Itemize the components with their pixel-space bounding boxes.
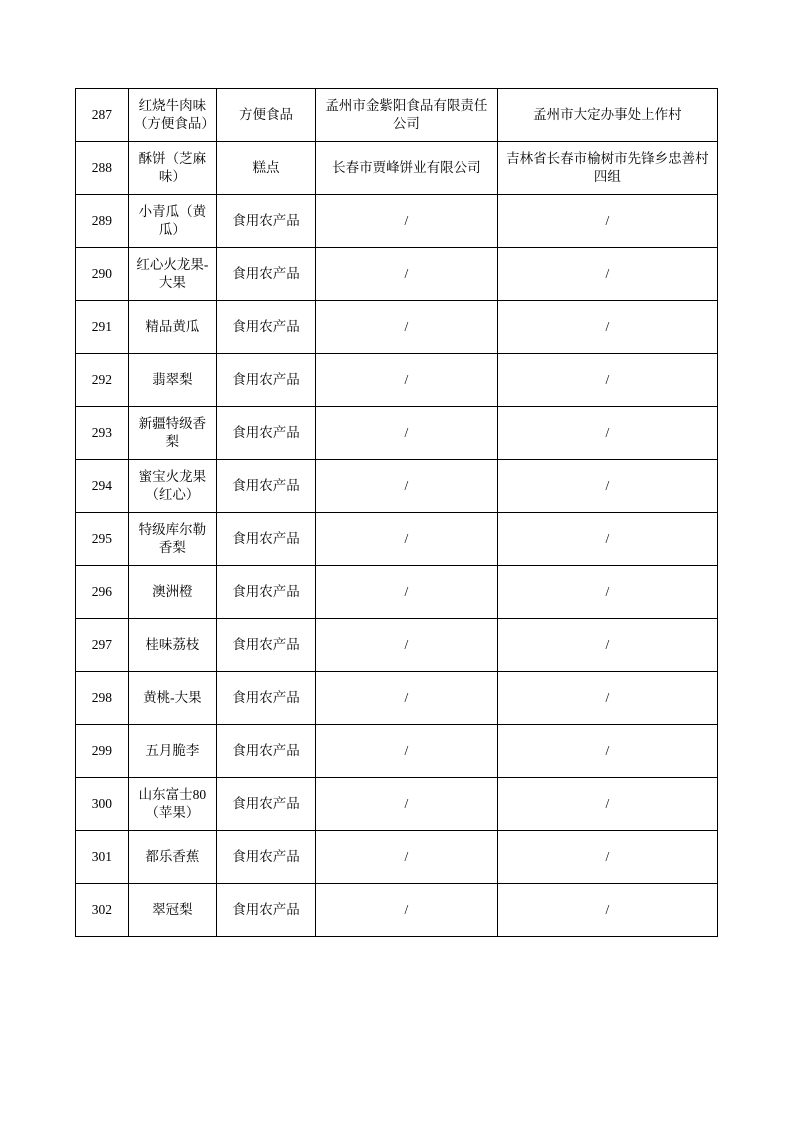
cell-name: 山东富士80（苹果） — [128, 778, 216, 831]
cell-address: / — [497, 566, 717, 619]
cell-address: / — [497, 248, 717, 301]
cell-category: 食用农产品 — [216, 672, 315, 725]
cell-manufacturer: / — [316, 566, 498, 619]
cell-name: 酥饼（芝麻味） — [128, 142, 216, 195]
table-row — [76, 778, 718, 831]
product-table — [75, 88, 718, 937]
cell-manufacturer: / — [316, 460, 498, 513]
cell-manufacturer: 孟州市金紫阳食品有限责任公司 — [316, 89, 498, 142]
table-row — [76, 354, 718, 407]
cell-manufacturer: / — [316, 354, 498, 407]
cell-index: 287 — [76, 89, 129, 142]
cell-category: 食用农产品 — [216, 619, 315, 672]
cell-address: / — [497, 672, 717, 725]
cell-category: 食用农产品 — [216, 460, 315, 513]
cell-name: 翡翠梨 — [128, 354, 216, 407]
cell-name: 红烧牛肉味（方便食品） — [128, 89, 216, 142]
cell-category: 食用农产品 — [216, 831, 315, 884]
cell-index: 291 — [76, 301, 129, 354]
cell-category: 食用农产品 — [216, 195, 315, 248]
cell-address: / — [497, 407, 717, 460]
cell-index: 294 — [76, 460, 129, 513]
cell-manufacturer: 长春市贾峰饼业有限公司 — [316, 142, 498, 195]
table-row — [76, 513, 718, 566]
cell-address: / — [497, 460, 717, 513]
table-row — [76, 142, 718, 195]
cell-name: 澳洲橙 — [128, 566, 216, 619]
cell-manufacturer: / — [316, 301, 498, 354]
cell-manufacturer: / — [316, 248, 498, 301]
cell-address: / — [497, 195, 717, 248]
cell-manufacturer: / — [316, 195, 498, 248]
cell-name: 桂味荔枝 — [128, 619, 216, 672]
cell-address: 吉林省长春市榆树市先锋乡忠善村四组 — [497, 142, 717, 195]
table-row — [76, 460, 718, 513]
cell-index: 292 — [76, 354, 129, 407]
cell-name: 蜜宝火龙果（红心） — [128, 460, 216, 513]
cell-index: 302 — [76, 884, 129, 937]
table-row — [76, 566, 718, 619]
table-row — [76, 725, 718, 778]
cell-manufacturer: / — [316, 513, 498, 566]
cell-category: 食用农产品 — [216, 407, 315, 460]
cell-name: 五月脆李 — [128, 725, 216, 778]
table-row — [76, 407, 718, 460]
cell-index: 289 — [76, 195, 129, 248]
cell-index: 296 — [76, 566, 129, 619]
cell-name: 新疆特级香梨 — [128, 407, 216, 460]
cell-name: 黄桃-大果 — [128, 672, 216, 725]
cell-index: 290 — [76, 248, 129, 301]
table-row — [76, 89, 718, 142]
table-row — [76, 248, 718, 301]
cell-address: / — [497, 513, 717, 566]
table-row — [76, 195, 718, 248]
cell-name: 红心火龙果-大果 — [128, 248, 216, 301]
cell-address: / — [497, 619, 717, 672]
cell-manufacturer: / — [316, 831, 498, 884]
cell-address: / — [497, 725, 717, 778]
cell-manufacturer: / — [316, 778, 498, 831]
cell-category: 食用农产品 — [216, 301, 315, 354]
cell-category: 食用农产品 — [216, 513, 315, 566]
cell-manufacturer: / — [316, 672, 498, 725]
cell-category: 食用农产品 — [216, 566, 315, 619]
cell-category: 糕点 — [216, 142, 315, 195]
cell-index: 298 — [76, 672, 129, 725]
cell-index: 295 — [76, 513, 129, 566]
cell-index: 301 — [76, 831, 129, 884]
cell-index: 299 — [76, 725, 129, 778]
cell-address: / — [497, 884, 717, 937]
cell-index: 300 — [76, 778, 129, 831]
cell-category: 食用农产品 — [216, 248, 315, 301]
cell-name: 精品黄瓜 — [128, 301, 216, 354]
cell-category: 食用农产品 — [216, 725, 315, 778]
cell-name: 都乐香蕉 — [128, 831, 216, 884]
table-row — [76, 619, 718, 672]
cell-address: / — [497, 778, 717, 831]
cell-category: 食用农产品 — [216, 884, 315, 937]
cell-index: 293 — [76, 407, 129, 460]
table-row — [76, 301, 718, 354]
cell-manufacturer: / — [316, 884, 498, 937]
cell-name: 特级库尔勒香梨 — [128, 513, 216, 566]
cell-category: 食用农产品 — [216, 778, 315, 831]
cell-category: 方便食品 — [216, 89, 315, 142]
product-table-body — [76, 89, 718, 937]
table-row — [76, 884, 718, 937]
table-row — [76, 831, 718, 884]
cell-index: 297 — [76, 619, 129, 672]
cell-name: 翠冠梨 — [128, 884, 216, 937]
cell-address: 孟州市大定办事处上作村 — [497, 89, 717, 142]
cell-manufacturer: / — [316, 407, 498, 460]
table-row — [76, 672, 718, 725]
cell-name: 小青瓜（黄瓜） — [128, 195, 216, 248]
cell-manufacturer: / — [316, 725, 498, 778]
cell-index: 288 — [76, 142, 129, 195]
cell-manufacturer: / — [316, 619, 498, 672]
cell-address: / — [497, 831, 717, 884]
cell-address: / — [497, 301, 717, 354]
cell-address: / — [497, 354, 717, 407]
cell-category: 食用农产品 — [216, 354, 315, 407]
